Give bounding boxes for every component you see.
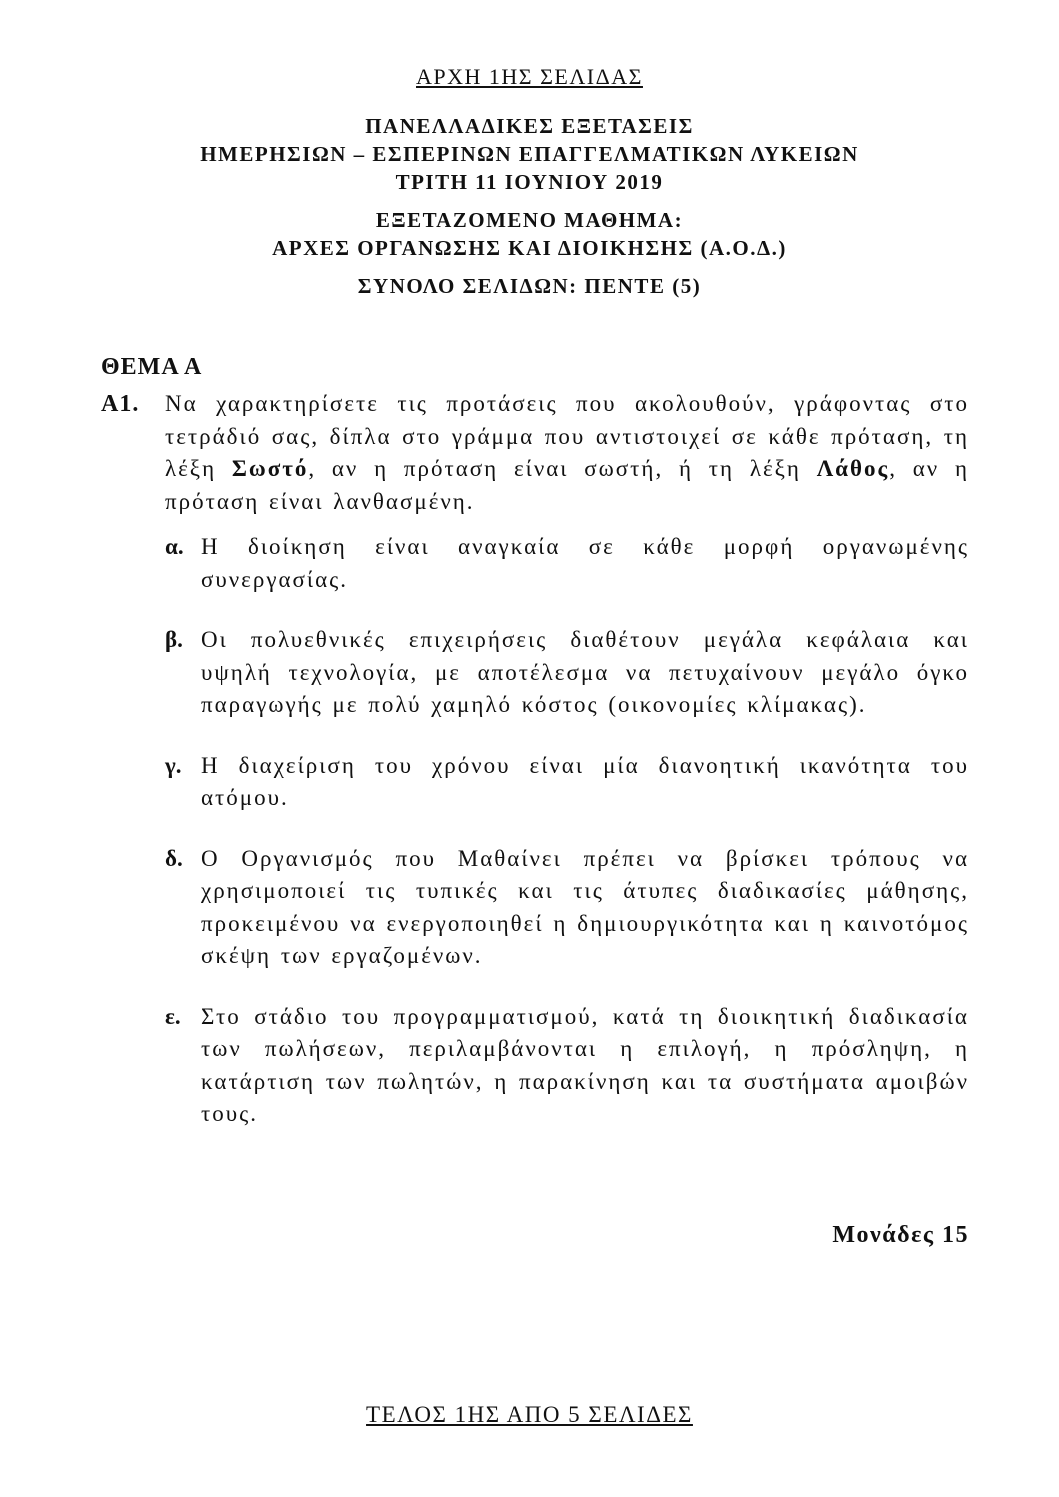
statement-item xyxy=(165,750,969,815)
instructions-part2: , αν η πρόταση είναι σωστή, ή τη λέξη xyxy=(308,456,817,481)
header-line-exams: ΠΑΝΕΛΛΑΔΙΚΕΣ ΕΞΕΤΑΣΕΙΣ xyxy=(365,114,694,138)
question-label: Α1. xyxy=(101,391,140,417)
statement-letter: α. xyxy=(165,534,184,559)
statement-text: Η διοίκηση είναι αναγκαία σε κάθε μορφή οργανωμένης συνεργασίας. xyxy=(201,534,969,592)
statement-item xyxy=(165,843,969,973)
question-a1 xyxy=(101,388,969,1159)
statement-letter: γ. xyxy=(165,752,182,778)
statement-item xyxy=(165,624,969,722)
statement-text: Οι πολυεθνικές επιχειρήσεις διαθέτουν μεγάλα κεφάλαια και υψηλή τεχνολογία, με αποτέλεσμα να πετυχαίνουν μεγάλο όγκο παραγωγής με πολύ χαμηλό κόστος (οικονομίες κλίμακας). xyxy=(201,627,969,717)
statement-item xyxy=(165,1001,969,1131)
header-line-schools: ΗΜΕΡΗΣΙΩΝ – ΕΣΠΕΡΙΝΩΝ ΕΠΑΓΓΕΛΜΑΤΙΚΩΝ ΛΥΚΕΙΩΝ xyxy=(200,142,859,166)
instructions-bold-wrong: Λάθος xyxy=(816,456,890,481)
exam-header xyxy=(0,112,1059,300)
statement-text: Ο Οργανισμός που Μαθαίνει πρέπει να βρίσκει τρόπους να χρησιμοποιεί τις τυπικές και τις άτυπες διαδικασίες μάθησης, προκειμένου να ενεργοποιηθεί η δημιουργικότητα και η καινοτόμος σκέψη των εργαζομένων. xyxy=(201,845,969,968)
question-instructions xyxy=(165,388,969,518)
page-end-marker: ΤΕΛΟΣ 1ΗΣ ΑΠΟ 5 ΣΕΛΙΔΕΣ xyxy=(366,1402,693,1427)
statement-item xyxy=(165,531,969,596)
theme-title: ΘΕΜΑ Α xyxy=(101,354,203,380)
instructions-bold-correct: Σωστό xyxy=(231,456,309,481)
statement-letter: β. xyxy=(165,627,183,652)
statement-text: Η διαχείριση του χρόνου είναι μία διανοητική ικανότητα του ατόμου. xyxy=(201,752,969,810)
points-value: Μονάδες 15 xyxy=(832,1222,969,1248)
instructions-part3: , αν η πρόταση είναι λανθασμένη. xyxy=(165,456,969,514)
header-line-page-count: ΣΥΝΟΛΟ ΣΕΛΙΔΩΝ: ΠΕΝΤΕ (5) xyxy=(357,274,702,298)
header-line-subject-label: ΕΞΕΤΑΖΟΜΕΝΟ ΜΑΘΗΜΑ: xyxy=(375,208,684,232)
statement-list xyxy=(101,531,969,1131)
header-line-subject: ΑΡΧΕΣ ΟΡΓΑΝΩΣΗΣ ΚΑΙ ΔΙΟΙΚΗΣΗΣ (Α.Ο.Δ.) xyxy=(272,236,787,260)
page-start-marker: ΑΡΧΗ 1ΗΣ ΣΕΛΙΔΑΣ xyxy=(416,64,643,89)
header-line-date: ΤΡΙΤΗ 11 ΙΟΥΝΙΟΥ 2019 xyxy=(395,170,664,194)
statement-letter: ε. xyxy=(165,1003,181,1029)
instructions-part1: Να χαρακτηρίσετε τις προτάσεις που ακολουθούν, γράφοντας στο τετράδιό σας, δίπλα στο γράμμα που αντιστοιχεί σε κάθε πρόταση, τη λέξη xyxy=(165,391,969,481)
statement-letter: δ. xyxy=(165,845,183,871)
statement-text: Στο στάδιο του προγραμματισμού, κατά τη διοικητική διαδικασία των πωλήσεων, περιλαμβάνονται η επιλογή, η πρόσληψη, η κατάρτιση των πωλητών, η παρακίνηση και τα συστήματα αμοιβών τους. xyxy=(201,1003,969,1126)
